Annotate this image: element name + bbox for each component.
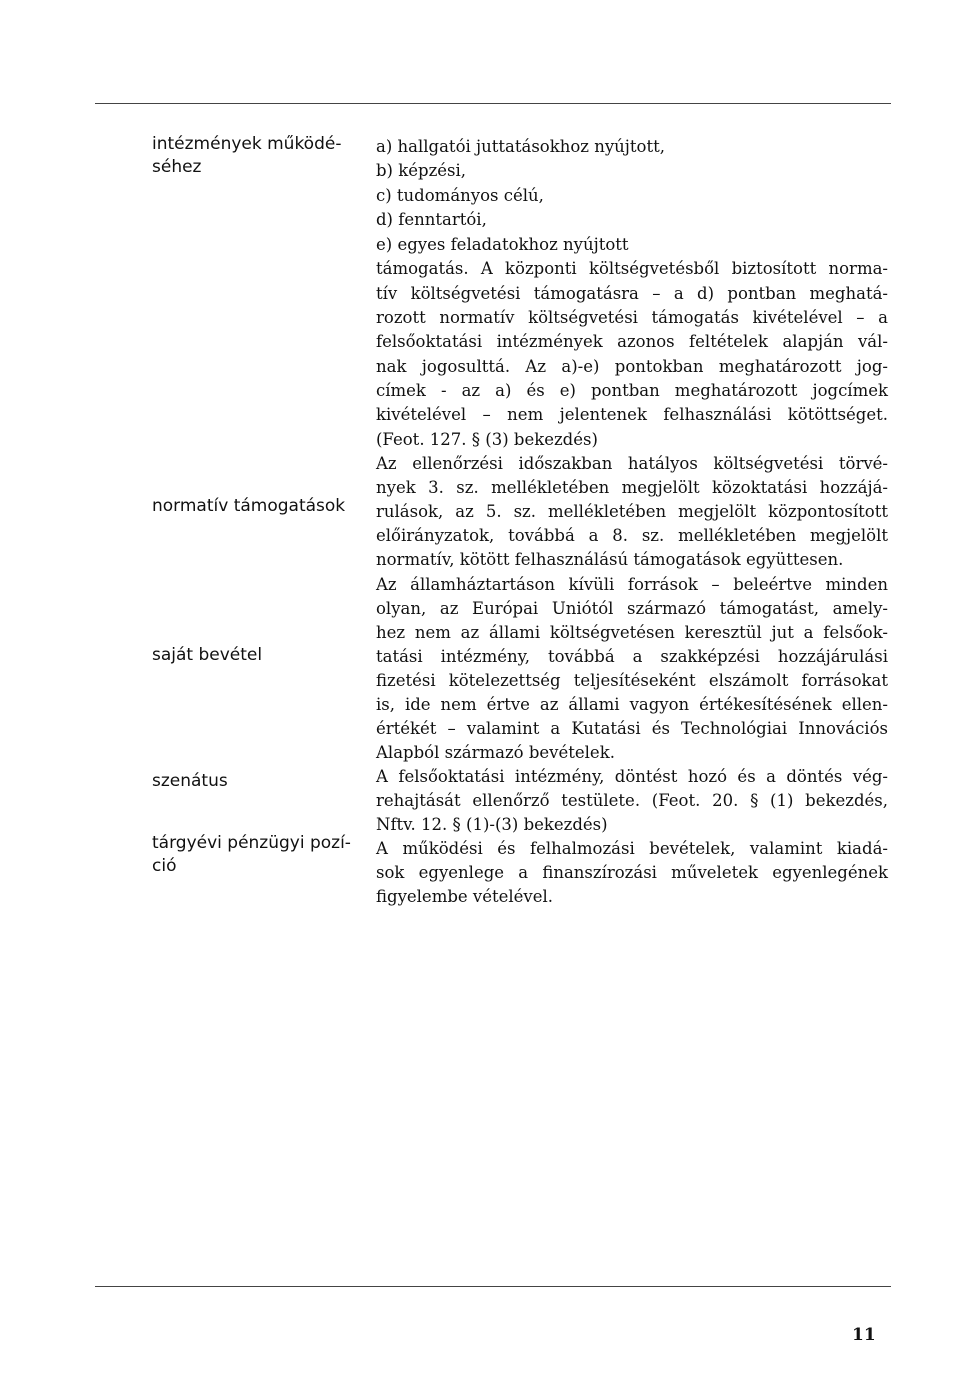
body-line: felsőoktatási intézmények azonos feltételek alapján vál-: [376, 332, 888, 351]
margin-term-targyevi: [152, 832, 357, 878]
body-line: előirányzatok, továbbá a 8. sz. mellékletében megjelölt: [376, 526, 888, 545]
body-line: Nftv. 12. § (1)-(3) bekezdés): [376, 815, 608, 834]
body-line: fizetési kötelezettség teljesítéseként elszámolt forrásokat: [376, 671, 888, 690]
top-rule: [95, 103, 891, 104]
margin-term-line: séhez: [152, 157, 202, 177]
body-line: kivételével – nem jelentenek felhasználási kötöttséget.: [376, 405, 888, 424]
body-line: nyek 3. sz. mellékletében megjelölt közoktatási hozzájá-: [376, 478, 888, 497]
body-line: e) egyes feladatokhoz nyújtott: [376, 235, 629, 254]
body-line: tatási intézmény, továbbá a szakképzési hozzájárulási: [376, 647, 888, 666]
body-line: figyelembe vételével.: [376, 887, 554, 906]
body-line: tív költségvetési támogatásra – a d) pontban meghatá-: [376, 284, 888, 303]
margin-term-szenatus: [152, 770, 357, 793]
body-line: b) képzési,: [376, 161, 467, 180]
body-line: rulások, az 5. sz. mellékletében megjelölt központosított: [376, 502, 888, 521]
body-line: c) tudományos célú,: [376, 186, 544, 205]
body-line: d) fenntartói,: [376, 210, 487, 229]
bottom-rule: [95, 1286, 891, 1287]
body-line: olyan, az Európai Uniótól származó támogatást, amely-: [376, 599, 888, 618]
margin-term-intezmenyek: [152, 133, 357, 179]
body-line: értékét – valamint a Kutatási és Technológiai Innovációs: [376, 719, 888, 738]
margin-term-line: tárgyévi pénzügyi pozí-: [152, 833, 351, 853]
body-line: sok egyenlege a finanszírozási műveletek egyenlegének: [376, 863, 888, 882]
body-line: (Feot. 127. § (3) bekezdés): [376, 430, 598, 449]
body-line: A működési és felhalmozási bevételek, valamint kiadá-: [376, 839, 888, 858]
page-number: 11: [852, 1325, 876, 1345]
body-line: normatív, kötött felhasználású támogatások együttesen.: [376, 550, 844, 569]
body-line: is, ide nem értve az állami vagyon értékesítésének ellen-: [376, 695, 888, 714]
margin-term-line: ció: [152, 856, 177, 876]
body-line: a) hallgatói juttatásokhoz nyújtott,: [376, 137, 665, 156]
body-line: rozott normatív költségvetési támogatás kivételével – a: [376, 308, 888, 327]
body-line: A felsőoktatási intézmény, döntést hozó és a döntés vég-: [376, 767, 888, 786]
margin-term-line: intézmények működé-: [152, 134, 342, 154]
body-line: nak jogosulttá. Az a)-e) pontokban meghatározott jog-: [376, 357, 888, 376]
body-line: rehajtását ellenőrző testülete. (Feot. 20. § (1) bekezdés,: [376, 791, 888, 810]
body-line: Az ellenőrzési időszakban hatályos költségvetési törvé-: [376, 454, 888, 473]
margin-term-line: normatív támogatások: [152, 496, 346, 516]
body-line: Alapból származó bevételek.: [376, 743, 615, 762]
margin-term-line: saját bevétel: [152, 645, 263, 665]
body-line: Az államháztartáson kívüli források – beleértve minden: [376, 575, 888, 594]
body-line: hez nem az állami költségvetésen keresztül jut a felsőok-: [376, 623, 888, 642]
margin-term-line: szenátus: [152, 771, 228, 791]
margin-term-normativ: [152, 495, 357, 518]
margin-term-sajat: [152, 644, 357, 667]
body-line: címek - az a) és e) pontban meghatározott jogcímek: [376, 381, 888, 400]
body-line: támogatás. A központi költségvetésből biztosított norma-: [376, 259, 888, 278]
